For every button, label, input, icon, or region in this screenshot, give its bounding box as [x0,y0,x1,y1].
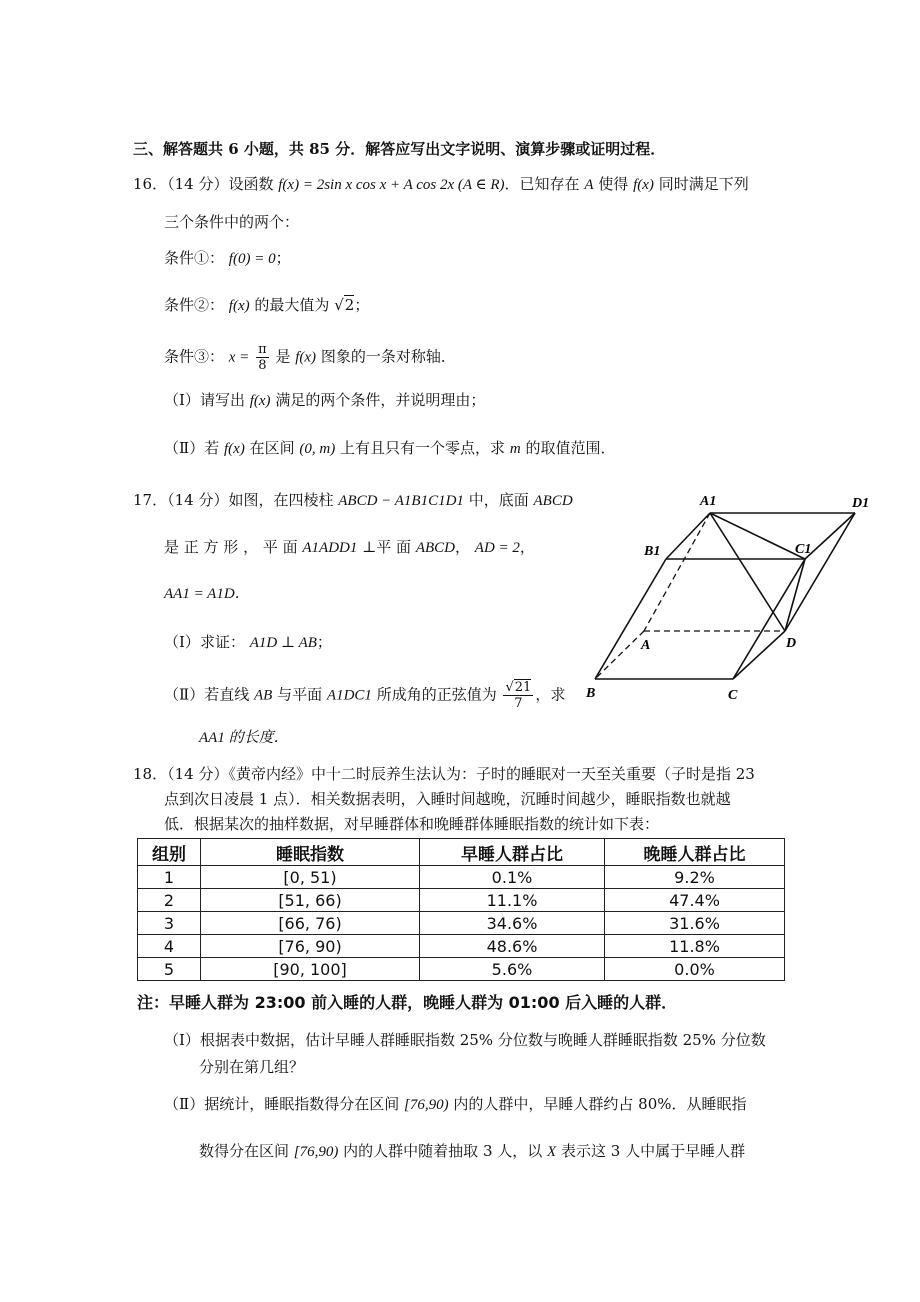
header-late-ratio: 晚睡人群占比 [605,839,785,866]
table-note: 注：早睡人群为 23:00 前入睡的人群，晚睡人群为 01:00 后入睡的人群． [137,993,678,1012]
label-a: A [641,638,651,653]
q16-cond2-end: ； [354,296,370,314]
q16-part2-m: m [509,441,521,457]
q16-part2-b: 在区间 [249,439,295,457]
cell-late-ratio: 9.2% [605,866,785,889]
q16-part2-d: 的取值范围． [525,439,616,457]
q17-number: 17． [133,491,168,509]
q16-cond3-lhs: x = [228,349,250,366]
q16-cond1-expr: f(0) = 0 [228,251,276,267]
q18-para-line2: 点到次日凌晨 1 点）．相关数据表明，入睡时间越晚，沉睡时间越少，睡眠指数也就越 [164,790,731,808]
q16-cond3-den: 8 [258,358,267,373]
q17-part2-d: ，求 [535,685,566,704]
q16-cond2-radicand: 2 [344,296,355,314]
q18-part2-label: （Ⅱ） [164,1095,205,1113]
table-row [138,912,785,935]
q16-cond3-num: π [258,342,267,357]
q16-intro-c: 使得 [598,175,629,193]
cell-sleep-index: [66, 76) [201,912,420,935]
q16-part2-a: 若 [204,439,220,457]
q17-ad-eq: AD = 2 [474,540,520,556]
cell-group: 3 [138,912,201,935]
q16-condition-3 [164,342,456,373]
header-early-ratio: 早睡人群占比 [420,839,605,866]
cell-sleep-index: [90, 100] [201,958,420,981]
q18-points: （14 分） [167,765,229,783]
q18-part-1-line2: 分别在第几组？ [199,1058,305,1076]
q16-part-2 [164,438,615,459]
q16-intro-d: 同时满足下列 [658,175,749,193]
q16-part1-fx: f(x) [249,393,271,409]
q16-condition-1 [164,248,291,269]
q17-part2-fraction [503,680,533,711]
table-header-row [138,839,785,866]
q17-base: ABCD [533,493,573,509]
q18-part1-label: （Ⅰ） [164,1031,200,1049]
q17-part-1 [164,632,332,653]
label-d1: D1 [852,496,870,511]
q16-part2-c: 上有且只有一个零点，求 [340,439,506,457]
table-row [138,958,785,981]
q16-intro-a: 设函数 [228,175,274,193]
q17-part2-b: 与平面 [277,685,323,704]
q16-part1-b: 满足的两个条件，并说明理由； [275,391,486,409]
label-b1: B1 [644,544,661,559]
q16-number: 16． [133,175,168,193]
q16-cond2-fx: f(x) [228,298,250,314]
q17-part1-end: ； [316,633,332,651]
q17-line2-c: ， [455,538,471,556]
q17-part2-a: 若直线 [204,685,250,704]
label-c1: C1 [795,542,812,557]
q17-part2-plane: A1DC1 [326,687,372,704]
prism-figure [580,485,880,710]
edge-a1-a-hidden [644,513,710,631]
cell-group: 4 [138,935,201,958]
q17-part1-label: （Ⅰ） [164,633,200,651]
cell-group: 2 [138,889,201,912]
cell-sleep-index: [0, 51) [201,866,420,889]
q17-part1-a: 求证： [199,633,245,651]
header-group: 组别 [138,839,201,866]
q16-cond3-fx: f(x) [295,349,317,366]
edge-c-d [733,631,785,679]
sleep-index-table [137,838,785,981]
q16-cond3-label: 条件③： [164,347,225,366]
cell-group: 5 [138,958,201,981]
q18-part-2-line1 [164,1094,747,1115]
q17-line3: AA1 = A1D． [164,586,250,602]
cell-early-ratio: 11.1% [420,889,605,912]
edge-d1-c1 [805,513,855,559]
q16-line1 [133,174,749,195]
q18-part2-d: 内的人群中随着抽取 3 人，以 [343,1142,543,1160]
label-b: B [586,686,596,701]
cell-sleep-index: [76, 90) [201,935,420,958]
q17-part1-expr: A1D ⊥ AB [249,635,317,651]
q16-cond2-mid: 的最大值为 [254,296,330,314]
q16-cond2-sqrt: √2 [334,296,355,314]
q17-line2-b: ⊥平 面 [362,538,412,556]
q18-part2-c: 数得分在区间 [199,1142,290,1160]
q17-plane2: ABCD [415,540,455,556]
q18-part-1-line1 [164,1030,766,1050]
q16-part-1 [164,390,485,411]
q17-part-2 [164,680,565,711]
label-d: D [786,636,797,651]
q18-part2-e: 表示这 3 人中属于早睡人群 [561,1142,746,1160]
q18-para-line1 [133,764,785,784]
cell-sleep-index: [51, 66) [201,889,420,912]
q16-points: （14 分） [167,175,229,193]
q16-function-expr: f(x) = 2sin x cos x + A cos 2x (A ∈ R) [278,177,505,193]
cell-late-ratio: 31.6% [605,912,785,935]
cell-late-ratio: 47.4% [605,889,785,912]
q17-plane1: A1ADD1 [302,540,358,556]
cell-late-ratio: 0.0% [605,958,785,981]
q16-fx: f(x) [633,177,654,193]
table-row [138,866,785,889]
q16-part2-label: （Ⅱ） [164,439,205,457]
q16-cond3-mid: 是 [275,347,291,366]
q18-number: 18． [133,765,168,783]
q17-line2-a: 是 正 方 形 ， 平 面 [164,538,298,556]
q16-part2-interval: (0, m) [299,441,336,457]
cell-early-ratio: 48.6% [420,935,605,958]
q17-part2-radicand: 21 [514,680,532,695]
q18-para-line3: 低．根据某次的抽样数据，对早睡群体和晚睡群体睡眠指数的统计如下表： [164,815,660,833]
table-row [138,889,785,912]
q17-prism: ABCD − A1B1C1D1 [338,493,464,509]
q17-part2-label: （Ⅱ） [164,685,205,704]
q16-condition-2 [164,295,369,316]
cell-early-ratio: 5.6% [420,958,605,981]
q18-part2-b: 内的人群中，早睡人群约占 80%．从睡眠指 [453,1095,747,1113]
q18-part2-a: 据统计，睡眠指数得分在区间 [204,1095,400,1113]
q16-line2: 三个条件中的两个： [164,213,300,231]
q17-part2-num: √21 [505,680,532,695]
q16-intro-b: ．已知存在 [504,175,580,193]
q17-text-a: 如图，在四棱柱 [228,491,334,509]
q17-part2-c: 所成角的正弦值为 [376,685,497,704]
q16-cond3-fraction [256,342,269,373]
label-a1: A1 [700,494,717,509]
q16-cond1-label: 条件①： [164,249,225,267]
q18-part2-interval-2: [76,90) [293,1144,339,1160]
q18-para-1: 《黄帝内经》中十二时辰养生法认为：子时的睡眠对一天至关重要（子时是指 23 [228,765,755,783]
q16-cond2-label: 条件②： [164,296,225,314]
q16-cond3-end: 图象的一条对称轴． [320,347,456,366]
q16-part1-label: （Ⅰ） [164,391,200,409]
header-sleep-index: 睡眠指数 [201,839,420,866]
q18-part1-text: 根据表中数据，估计早睡人群睡眠指数 25% 分位数与晚睡人群睡眠指数 25% 分位数 [199,1031,766,1049]
label-c: C [728,688,738,703]
cell-early-ratio: 0.1% [420,866,605,889]
q17-points: （14 分） [167,491,229,509]
q17-line2 [164,537,535,558]
cell-late-ratio: 11.8% [605,935,785,958]
q17-part2-ab: AB [254,687,273,704]
cell-group: 1 [138,866,201,889]
edge-c1-c [733,559,805,679]
q17-text-b: 中，底面 [468,491,529,509]
table-row [138,935,785,958]
q16-part2-fx: f(x) [224,441,245,457]
cell-early-ratio: 34.6% [420,912,605,935]
edge-b1-b [595,559,666,679]
q17-part-2-line2: AA1 的长度． [199,730,289,746]
q17-line2-d: ， [519,538,535,556]
edge-d1-d [785,513,855,631]
q16-var-a: A [584,177,594,193]
q18-part-2-line2 [199,1141,745,1162]
section-header: 三、解答题共 6 小题，共 85 分．解答应写出文字说明、演算步骤或证明过程． [133,140,666,158]
q18-part2-interval: [76,90) [404,1097,449,1113]
q16-cond1-end: ； [275,249,291,267]
q16-part1-a: 请写出 [199,391,245,409]
edge-c1-d [785,559,805,631]
q17-part2-den: 7 [514,696,523,711]
q18-part2-x: X [547,1144,557,1160]
q17-line1 [133,490,573,511]
